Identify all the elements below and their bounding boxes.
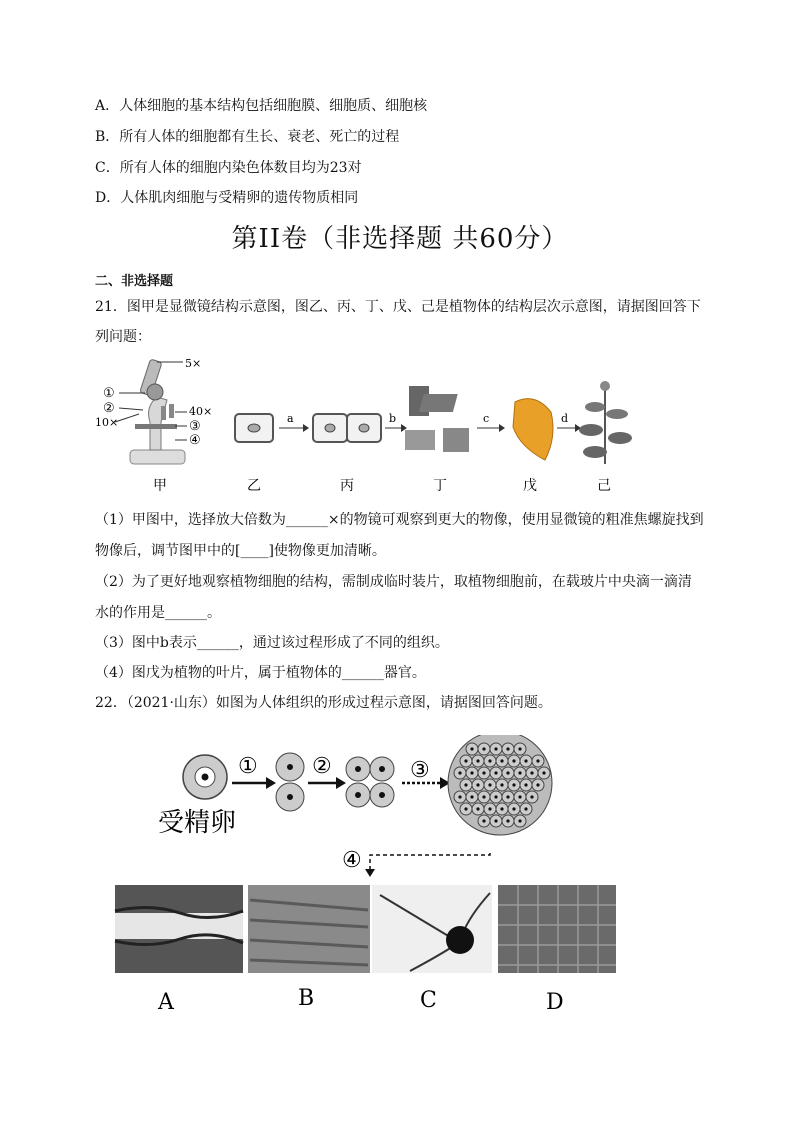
- microscope-image: [130, 359, 185, 464]
- leaf-wu: [513, 399, 553, 460]
- cluster-cell-nucleus: [488, 759, 491, 762]
- q21-sub2-line2: 水的作用是______。: [95, 605, 221, 621]
- cluster-cell-nucleus: [494, 771, 497, 774]
- zygote-cell: [183, 755, 227, 799]
- cluster-cell-nucleus: [506, 771, 509, 774]
- cluster-cell-nucleus: [542, 771, 545, 774]
- four-cell-stage: [346, 757, 394, 807]
- option-a: A．人体细胞的基本结构包括细胞膜、细胞质、细胞核: [95, 98, 428, 114]
- caption-bing: 丙: [340, 478, 354, 494]
- cluster-cell-nucleus: [530, 795, 533, 798]
- q21-sub4: （4）图戊为植物的叶片，属于植物体的______器官。: [95, 665, 426, 681]
- cluster-cell-nucleus: [524, 759, 527, 762]
- arrow-d-label: d: [561, 412, 569, 425]
- cluster-cell-nucleus: [518, 819, 521, 822]
- option-b: B．所有人体的细胞都有生长、衰老、死亡的过程: [95, 129, 400, 145]
- label-10x: 10×: [95, 416, 119, 429]
- arrow-b-label: b: [389, 412, 397, 425]
- q21-sub3: （3）图中b表示______，通过该过程形成了不同的组织。: [95, 635, 449, 651]
- label-5x: 5×: [185, 357, 202, 370]
- cluster-cell-nucleus: [482, 819, 485, 822]
- cluster-cell-nucleus: [464, 783, 467, 786]
- caption-wu: 戊: [523, 478, 537, 494]
- cluster-cell-nucleus: [482, 747, 485, 750]
- q21-figure: [95, 352, 655, 502]
- caption-yi: 乙: [247, 478, 261, 494]
- label-n3: ③: [189, 419, 201, 434]
- cluster-cell-nucleus: [524, 783, 527, 786]
- cluster-cell-nucleus: [458, 771, 461, 774]
- tissue-d-image: [498, 885, 616, 973]
- two-cell-stage: [276, 753, 304, 811]
- cluster-cell-nucleus: [506, 795, 509, 798]
- tissue-a-label: A: [158, 990, 174, 1015]
- cluster-cell-nucleus: [494, 747, 497, 750]
- arrow-a-label: a: [287, 412, 294, 425]
- option-d: D．人体肌肉细胞与受精卵的遗传物质相同: [95, 190, 359, 206]
- step-1-label: ①: [238, 754, 258, 779]
- cluster-cell-nucleus: [530, 771, 533, 774]
- cluster-cell-nucleus: [494, 795, 497, 798]
- q21-sub1-line1: （1）甲图中，选择放大倍数为______×的物镜可观察到更大的物像，使用显微镜的粗准焦螺旋找到: [95, 512, 704, 528]
- cluster-cell-nucleus: [482, 795, 485, 798]
- q21-stem-line2: 列问题：: [95, 329, 151, 345]
- tissue-a-image: [115, 885, 243, 973]
- cell-yi: [235, 414, 273, 442]
- cluster-cell-nucleus: [470, 795, 473, 798]
- cluster-cell-nucleus: [506, 747, 509, 750]
- cluster-cell-nucleus: [506, 819, 509, 822]
- cluster-cell-nucleus: [488, 807, 491, 810]
- cluster-cell-nucleus: [464, 759, 467, 762]
- cluster-cell-nucleus: [500, 783, 503, 786]
- step-3-label: ③: [410, 758, 430, 783]
- cluster-cell-nucleus: [536, 783, 539, 786]
- cluster-cell-nucleus: [476, 807, 479, 810]
- q22-figure: [110, 735, 630, 1025]
- cluster-cell-nucleus: [488, 783, 491, 786]
- cluster-cell-nucleus: [524, 807, 527, 810]
- label-n2: ②: [103, 401, 115, 416]
- part-title: 第II卷（非选择题 共60分）: [231, 224, 569, 254]
- cluster-cell-nucleus: [512, 807, 515, 810]
- cell-bing: [313, 414, 381, 442]
- option-c: C．所有人体的细胞内染色体数目均为23对: [95, 160, 362, 176]
- q21-sub2-line1: （2）为了更好地观察植物细胞的结构，需制成临时装片，取植物细胞前，在载玻片中央滴一滴清: [95, 574, 692, 590]
- tissues-ding: [405, 386, 469, 452]
- cluster-cell-nucleus: [518, 771, 521, 774]
- cluster-cell-nucleus: [518, 747, 521, 750]
- zygote-label: 受精卵: [158, 808, 237, 838]
- step-4-label: ④: [342, 848, 362, 873]
- tissue-b-label: B: [298, 986, 315, 1011]
- q22-stem: 22．（2021·山东）如图为人体组织的形成过程示意图，请据图回答问题。: [95, 695, 552, 711]
- cluster-cell-nucleus: [464, 807, 467, 810]
- tissue-d-label: D: [546, 990, 564, 1015]
- cluster-cell-nucleus: [458, 795, 461, 798]
- cluster-cell-nucleus: [500, 807, 503, 810]
- caption-ji: 己: [597, 478, 611, 494]
- cluster-cell-nucleus: [512, 783, 515, 786]
- tissue-c-label: C: [420, 988, 437, 1013]
- cluster-cell-nucleus: [482, 771, 485, 774]
- caption-ding: 丁: [433, 478, 447, 494]
- cluster-cell-nucleus: [476, 759, 479, 762]
- tissue-c-image: [372, 885, 492, 973]
- cluster-cell-nucleus: [512, 759, 515, 762]
- caption-jia: 甲: [153, 478, 167, 494]
- cluster-cell-nucleus: [500, 759, 503, 762]
- tissue-b-image: [248, 885, 370, 973]
- step-2-label: ②: [312, 754, 332, 779]
- cluster-cell-nucleus: [536, 759, 539, 762]
- plant-ji: [579, 381, 632, 464]
- cluster-cell-nucleus: [470, 747, 473, 750]
- cluster-cell-nucleus: [470, 771, 473, 774]
- cluster-cell-nucleus: [476, 783, 479, 786]
- cluster-cell-nucleus: [518, 795, 521, 798]
- label-n4: ④: [189, 433, 201, 448]
- cell-cluster: [448, 735, 552, 835]
- q21-sub1-line2: 物像后，调节图甲中的[____]使物像更加清晰。: [95, 543, 386, 559]
- label-n1: ①: [103, 386, 115, 401]
- q21-stem-line1: 21．图甲是显微镜结构示意图，图乙、丙、丁、戊、己是植物体的结构层次示意图，请据图回答下: [95, 299, 701, 315]
- arrow-c-label: c: [483, 412, 490, 425]
- section-title: 二、非选择题: [95, 274, 174, 289]
- label-40x: 40×: [189, 405, 213, 418]
- cluster-cell-nucleus: [494, 819, 497, 822]
